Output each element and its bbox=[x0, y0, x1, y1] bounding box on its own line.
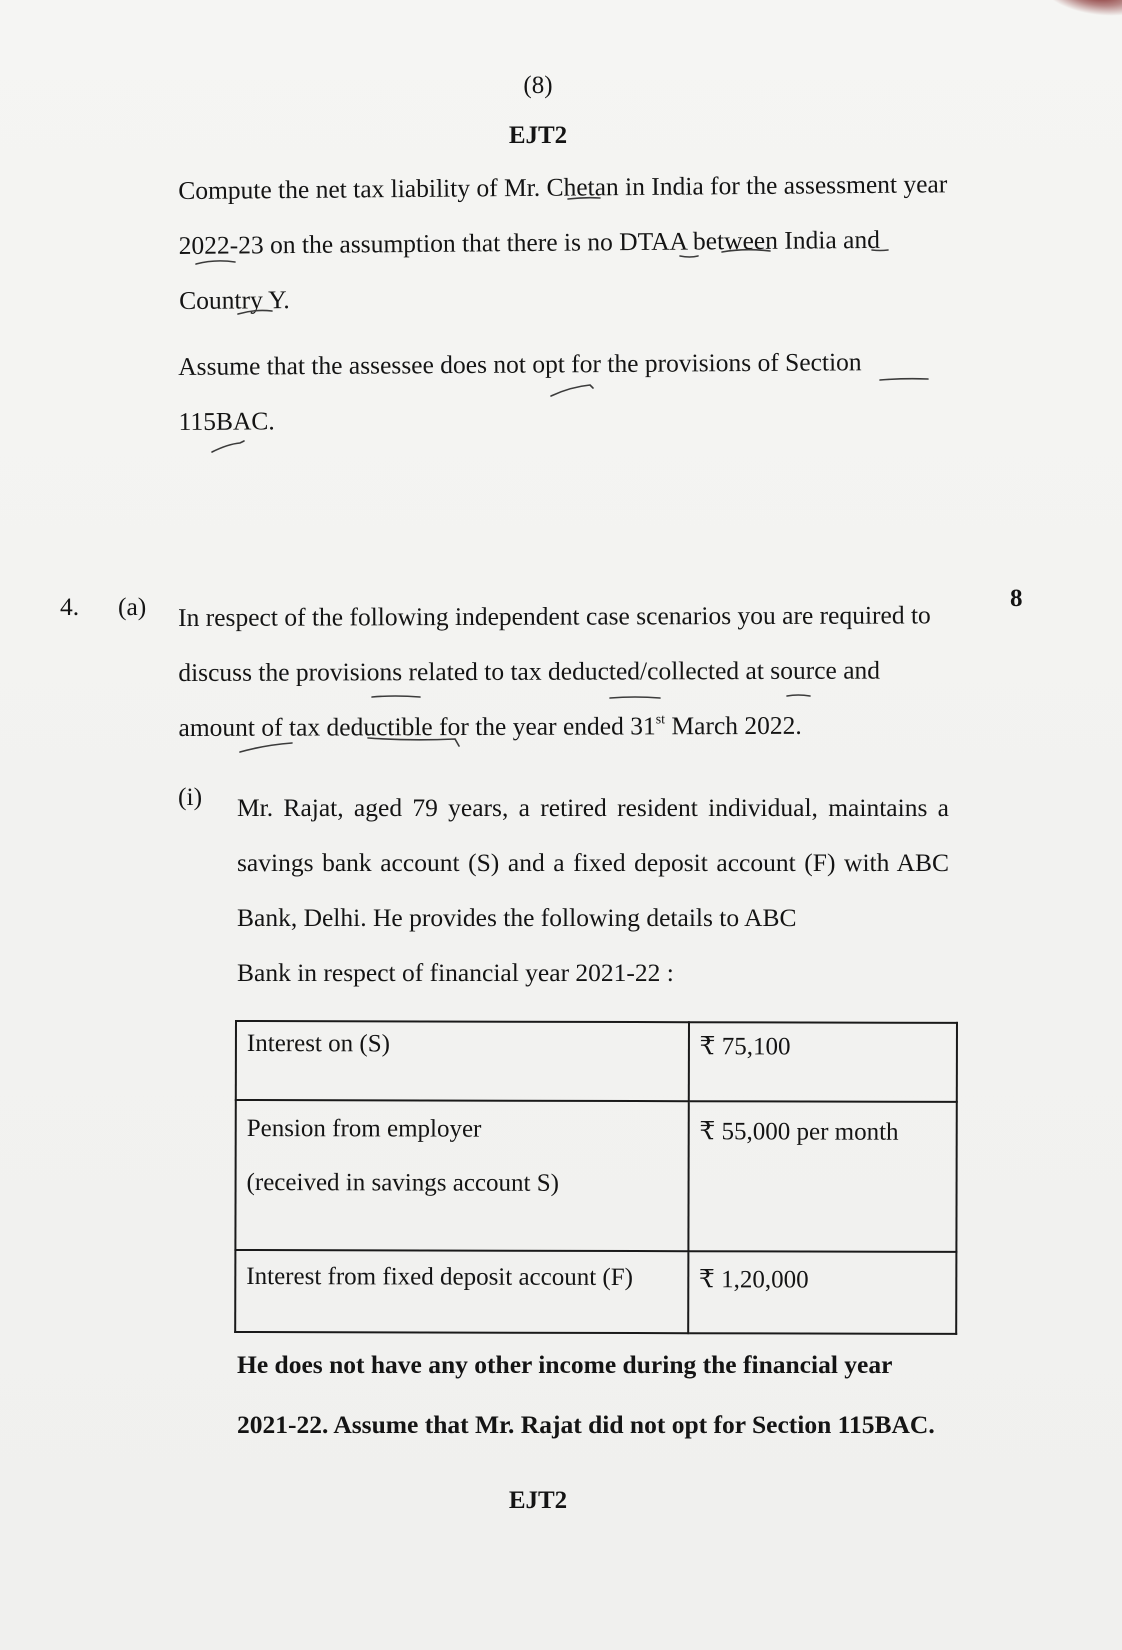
row-label-note: (received in savings account S) bbox=[246, 1168, 560, 1197]
question-part: (a) bbox=[118, 592, 147, 621]
continuation-paragraph-1: Compute the net tax liability of Mr. Chetan in India for the assessment year 2022-23 on the assumption that there is no DTAA between India and Country Y. bbox=[178, 169, 948, 315]
table-row bbox=[235, 1250, 956, 1333]
closing-paragraph-main: He does not have any other income during the financial year bbox=[237, 1350, 893, 1379]
table-cell-label bbox=[235, 1250, 688, 1333]
corner-shadow bbox=[1039, 0, 1122, 22]
table-row bbox=[235, 1100, 956, 1253]
question-number: 4. bbox=[60, 592, 80, 621]
sub-question-text-last: Bank in respect of financial year 2021-22 : bbox=[237, 958, 674, 987]
question-intro-superscript: st bbox=[655, 712, 666, 728]
row-label: Interest from fixed deposit account (F) bbox=[246, 1263, 634, 1292]
paper-code-bottom: EJT2 bbox=[508, 1487, 568, 1514]
question-intro-end: March 2022. bbox=[665, 710, 802, 741]
table-cell-amount: ₹ 55,000 per month bbox=[688, 1101, 957, 1253]
page-number: (8) bbox=[523, 72, 553, 99]
sub-question-text-main: Mr. Rajat, aged 79 years, a retired resident individual, maintains a savings bank account (S) and a fixed deposit account (F) with ABC Bank, Delhi. He provides the following details to ABC bbox=[237, 793, 949, 932]
closing-paragraph bbox=[237, 1335, 957, 1455]
paper-code-top: EJT2 bbox=[508, 122, 568, 149]
table-cell-amount: ₹ 1,20,000 bbox=[688, 1252, 957, 1334]
table-cell-label bbox=[236, 1021, 689, 1101]
sub-question-number: (i) bbox=[178, 782, 203, 811]
question-intro-main: In respect of the following independent case scenarios you are required to discuss the provisions related to tax deducted/collected at source and amount of tax deductible for the year ended 31 bbox=[178, 600, 931, 742]
table-cell-amount: ₹ 75,100 bbox=[688, 1022, 957, 1101]
table-cell-label bbox=[235, 1100, 688, 1252]
sub-question-text bbox=[237, 780, 949, 1000]
row-label: Interest on (S) bbox=[246, 1030, 391, 1058]
continuation-paragraph-2: Assume that the assessee does not opt for the provisions of Section 115BAC. bbox=[178, 347, 862, 436]
question-marks: 8 bbox=[1010, 585, 1023, 612]
table-row bbox=[236, 1021, 957, 1101]
question-intro bbox=[178, 587, 949, 755]
income-table bbox=[234, 1020, 958, 1335]
closing-paragraph-last: 2021-22. Assume that Mr. Rajat did not opt for Section 115BAC. bbox=[237, 1410, 935, 1439]
row-label: Pension from employer bbox=[246, 1114, 482, 1143]
